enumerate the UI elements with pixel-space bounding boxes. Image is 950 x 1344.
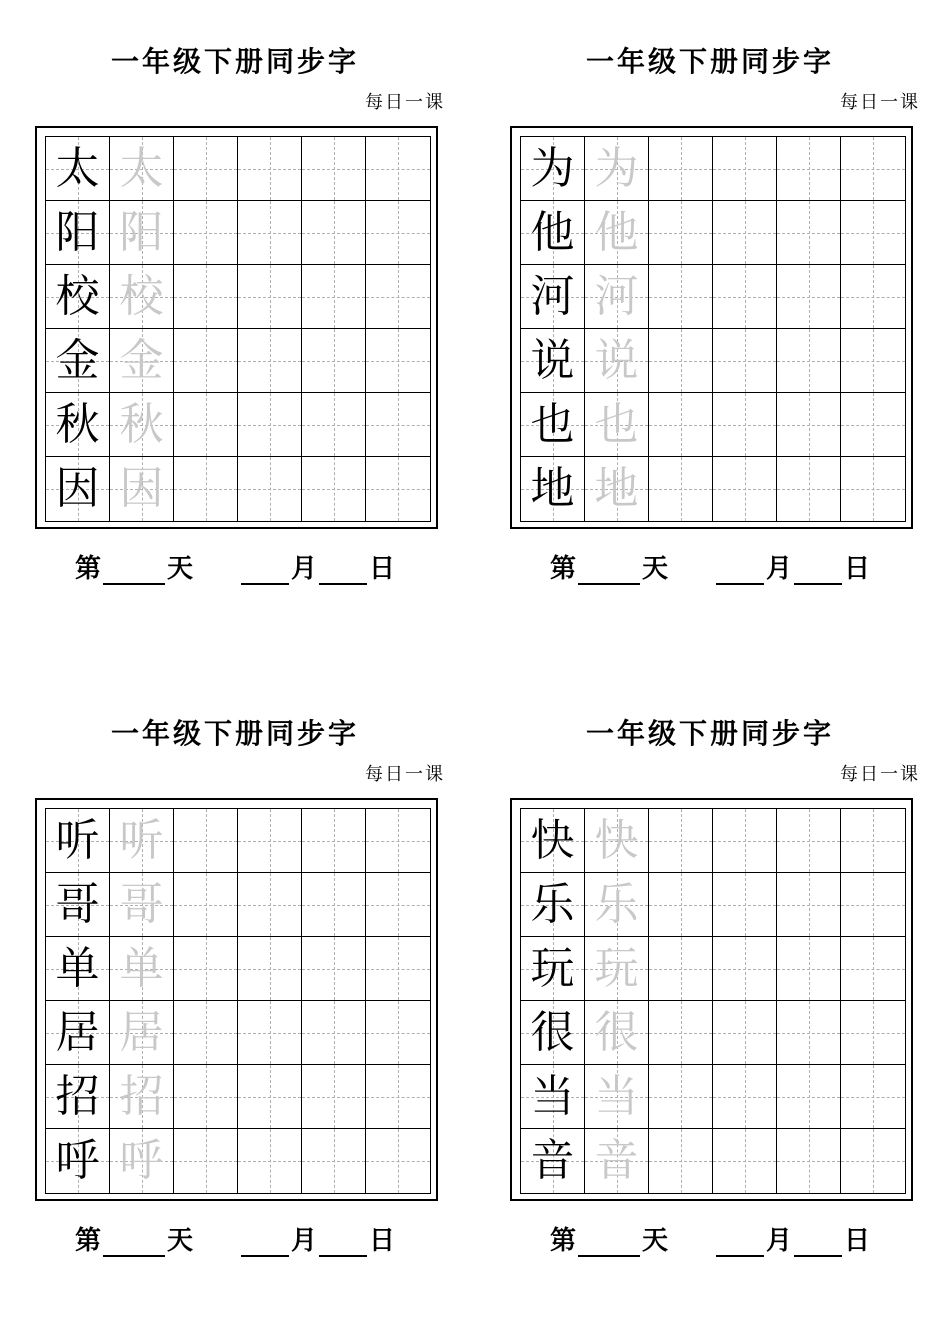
grid-cell	[110, 393, 174, 457]
grid-cell	[238, 1129, 302, 1193]
grid-cell	[777, 1129, 841, 1193]
grid-cell	[110, 329, 174, 393]
month-blank	[716, 557, 764, 585]
grid-cell	[110, 1001, 174, 1065]
model-character: 说	[530, 334, 575, 386]
grid-cell	[521, 1001, 585, 1065]
trace-character: 听	[119, 814, 164, 866]
grid-cell	[174, 1129, 238, 1193]
grid-cell	[649, 457, 713, 521]
grid-cell	[174, 329, 238, 393]
grid-cell	[110, 457, 174, 521]
grid-cell	[585, 137, 649, 201]
grid-cell	[841, 329, 905, 393]
month-label: 月	[291, 554, 318, 584]
grid-cell	[649, 265, 713, 329]
grid-cell	[521, 137, 585, 201]
grid-cell	[366, 1129, 430, 1193]
grid-cell	[110, 137, 174, 201]
grid-cell	[238, 1065, 302, 1129]
sheet-title: 一年级下册同步字	[585, 45, 834, 78]
grid-cell	[713, 137, 777, 201]
sheet-title: 一年级下册同步字	[585, 717, 834, 750]
grid-cell	[841, 937, 905, 1001]
grid-cell	[713, 809, 777, 873]
grid-cell	[649, 1065, 713, 1129]
model-character: 招	[55, 1070, 100, 1122]
grid-cell	[174, 937, 238, 1001]
model-character: 秋	[55, 398, 100, 450]
grid-cell	[110, 1129, 174, 1193]
day-suffix: 天	[642, 1226, 669, 1256]
worksheet	[35, 672, 445, 1256]
grid-cell	[46, 1129, 110, 1193]
grid-cell	[777, 457, 841, 521]
writing-grid	[45, 136, 431, 522]
trace-character: 为	[594, 142, 639, 194]
grid-cell	[366, 809, 430, 873]
sheet-subtitle: 每日一课	[840, 92, 920, 113]
date-label: 日	[369, 1226, 396, 1256]
grid-cell	[174, 265, 238, 329]
grid-cell	[585, 937, 649, 1001]
model-character: 乐	[530, 878, 575, 930]
grid-cell	[649, 1001, 713, 1065]
date-label: 日	[844, 554, 871, 584]
grid-cell	[366, 201, 430, 265]
day-blank	[578, 557, 640, 585]
day-prefix: 第	[75, 1226, 102, 1256]
grid-cell	[521, 329, 585, 393]
grid-cell	[110, 937, 174, 1001]
grid-cell	[302, 265, 366, 329]
date-footer	[75, 548, 395, 585]
model-character: 呼	[55, 1135, 100, 1186]
grid-cell	[841, 1129, 905, 1193]
grid-cell	[777, 1065, 841, 1129]
trace-character: 说	[594, 334, 639, 386]
grid-cell	[521, 457, 585, 521]
trace-character: 快	[594, 814, 639, 866]
trace-character: 哥	[119, 878, 164, 930]
grid-cell	[841, 137, 905, 201]
grid-cell	[174, 873, 238, 937]
grid-cell	[366, 265, 430, 329]
grid-cell	[713, 1001, 777, 1065]
grid-cell	[302, 1129, 366, 1193]
grid-cell	[841, 457, 905, 521]
grid-cell	[585, 809, 649, 873]
worksheet	[35, 0, 445, 584]
grid-cell	[777, 809, 841, 873]
day-suffix: 天	[642, 554, 669, 584]
grid-cell	[110, 1065, 174, 1129]
sheet-subtitle: 每日一课	[840, 764, 920, 785]
grid-cell	[841, 201, 905, 265]
date-blank	[319, 1229, 367, 1257]
grid-cell	[238, 1001, 302, 1065]
trace-character: 呼	[119, 1135, 164, 1186]
model-character: 哥	[55, 878, 100, 930]
grid-cell	[238, 265, 302, 329]
model-character: 快	[530, 814, 575, 866]
grid-cell	[713, 1065, 777, 1129]
writing-grid	[520, 136, 906, 522]
grid-cell	[366, 873, 430, 937]
model-character: 他	[530, 206, 575, 258]
grid-cell	[46, 873, 110, 937]
grid-cell	[649, 393, 713, 457]
grid-cell	[841, 809, 905, 873]
grid-cell	[238, 393, 302, 457]
grid-cell	[585, 457, 649, 521]
grid-cell	[302, 1065, 366, 1129]
grid-cell	[174, 457, 238, 521]
grid-cell	[174, 1065, 238, 1129]
grid-cell	[46, 1065, 110, 1129]
model-character: 听	[55, 814, 100, 866]
date-label: 日	[369, 554, 396, 584]
trace-character: 太	[119, 142, 164, 194]
grid-cell	[174, 1001, 238, 1065]
grid-cell	[174, 201, 238, 265]
model-character: 因	[55, 463, 100, 514]
month-label: 月	[766, 554, 793, 584]
grid-cell	[110, 873, 174, 937]
grid-cell	[238, 873, 302, 937]
model-character: 玩	[530, 942, 575, 994]
date-blank	[794, 1229, 842, 1257]
grid-cell	[174, 137, 238, 201]
grid-cell	[46, 809, 110, 873]
grid-cell	[777, 201, 841, 265]
month-blank	[241, 1229, 289, 1257]
grid-cell	[366, 329, 430, 393]
model-character: 为	[530, 142, 575, 194]
grid-cell	[713, 201, 777, 265]
grid-cell	[46, 1001, 110, 1065]
day-suffix: 天	[167, 1226, 194, 1256]
trace-character: 招	[119, 1070, 164, 1122]
grid-cell	[713, 457, 777, 521]
worksheet	[510, 0, 920, 584]
grid-cell	[46, 201, 110, 265]
grid-cell	[521, 809, 585, 873]
model-character: 金	[55, 334, 100, 386]
model-character: 很	[530, 1006, 575, 1058]
grid-cell	[649, 873, 713, 937]
grid-cell	[713, 329, 777, 393]
grid-cell	[777, 393, 841, 457]
day-prefix: 第	[550, 1226, 577, 1256]
grid-cell	[46, 393, 110, 457]
trace-character: 校	[119, 270, 164, 322]
sheet-title: 一年级下册同步字	[110, 45, 359, 78]
month-label: 月	[766, 1226, 793, 1256]
grid-cell	[521, 937, 585, 1001]
grid-cell	[366, 1065, 430, 1129]
grid-cell	[649, 1129, 713, 1193]
grid-cell	[777, 329, 841, 393]
day-prefix: 第	[75, 554, 102, 584]
grid-cell	[585, 873, 649, 937]
grid-cell	[649, 329, 713, 393]
grid-cell	[585, 1065, 649, 1129]
grid-cell	[585, 1001, 649, 1065]
grid-cell	[238, 137, 302, 201]
grid-cell	[366, 137, 430, 201]
trace-character: 很	[594, 1006, 639, 1058]
trace-character: 音	[594, 1135, 639, 1186]
sheet-title: 一年级下册同步字	[110, 717, 359, 750]
grid-cell	[649, 137, 713, 201]
grid-cell	[46, 137, 110, 201]
grid-cell	[521, 873, 585, 937]
grid-cell	[110, 809, 174, 873]
grid-cell	[174, 393, 238, 457]
date-footer	[75, 1220, 395, 1257]
trace-character: 秋	[119, 398, 164, 450]
model-character: 居	[55, 1006, 100, 1058]
grid-cell	[302, 937, 366, 1001]
grid-cell	[521, 393, 585, 457]
model-character: 地	[530, 463, 575, 514]
model-character: 音	[530, 1135, 575, 1186]
trace-character: 也	[594, 398, 639, 450]
grid-cell	[238, 457, 302, 521]
trace-character: 乐	[594, 878, 639, 930]
grid-cell	[238, 329, 302, 393]
model-character: 河	[530, 270, 575, 322]
grid-cell	[777, 1001, 841, 1065]
model-character: 校	[55, 270, 100, 322]
date-footer	[550, 548, 870, 585]
day-prefix: 第	[550, 554, 577, 584]
grid-cell	[46, 265, 110, 329]
writing-grid-frame	[510, 798, 913, 1201]
grid-cell	[713, 873, 777, 937]
grid-cell	[46, 937, 110, 1001]
grid-cell	[238, 809, 302, 873]
date-label: 日	[844, 1226, 871, 1256]
sheet-subtitle: 每日一课	[365, 764, 445, 785]
grid-cell	[302, 201, 366, 265]
grid-cell	[366, 393, 430, 457]
worksheet	[510, 672, 920, 1256]
grid-cell	[302, 329, 366, 393]
grid-cell	[238, 937, 302, 1001]
trace-character: 玩	[594, 942, 639, 994]
trace-character: 阳	[119, 206, 164, 258]
grid-cell	[521, 1065, 585, 1129]
grid-cell	[521, 265, 585, 329]
grid-cell	[302, 809, 366, 873]
date-blank	[794, 557, 842, 585]
grid-cell	[46, 457, 110, 521]
grid-cell	[713, 1129, 777, 1193]
model-character: 也	[530, 398, 575, 450]
grid-cell	[777, 265, 841, 329]
trace-character: 居	[119, 1006, 164, 1058]
grid-cell	[585, 201, 649, 265]
grid-cell	[46, 329, 110, 393]
grid-cell	[841, 1065, 905, 1129]
grid-cell	[649, 937, 713, 1001]
sheet-subtitle: 每日一课	[365, 92, 445, 113]
writing-grid-frame	[510, 126, 913, 529]
model-character: 当	[530, 1070, 575, 1122]
grid-cell	[649, 201, 713, 265]
grid-cell	[302, 1001, 366, 1065]
grid-cell	[841, 393, 905, 457]
grid-cell	[585, 329, 649, 393]
writing-grid-frame	[35, 126, 438, 529]
grid-cell	[366, 1001, 430, 1065]
grid-cell	[649, 809, 713, 873]
grid-cell	[713, 265, 777, 329]
grid-cell	[777, 937, 841, 1001]
date-blank	[319, 557, 367, 585]
trace-character: 金	[119, 334, 164, 386]
grid-cell	[302, 393, 366, 457]
date-footer	[550, 1220, 870, 1257]
grid-cell	[366, 937, 430, 1001]
grid-cell	[841, 265, 905, 329]
trace-character: 因	[119, 463, 164, 514]
day-blank	[578, 1229, 640, 1257]
trace-character: 当	[594, 1070, 639, 1122]
grid-cell	[174, 809, 238, 873]
day-blank	[103, 557, 165, 585]
grid-cell	[302, 873, 366, 937]
day-blank	[103, 1229, 165, 1257]
month-label: 月	[291, 1226, 318, 1256]
grid-cell	[302, 137, 366, 201]
writing-grid-frame	[35, 798, 438, 1201]
grid-cell	[585, 265, 649, 329]
grid-cell	[366, 457, 430, 521]
grid-cell	[777, 137, 841, 201]
model-character: 阳	[55, 206, 100, 258]
grid-cell	[302, 457, 366, 521]
month-blank	[716, 1229, 764, 1257]
grid-cell	[777, 873, 841, 937]
trace-character: 他	[594, 206, 639, 258]
grid-cell	[521, 201, 585, 265]
model-character: 单	[55, 942, 100, 994]
writing-grid	[45, 808, 431, 1194]
grid-cell	[585, 393, 649, 457]
grid-cell	[238, 201, 302, 265]
grid-cell	[713, 937, 777, 1001]
day-suffix: 天	[167, 554, 194, 584]
grid-cell	[110, 201, 174, 265]
trace-character: 河	[594, 270, 639, 322]
trace-character: 地	[594, 463, 639, 514]
grid-cell	[713, 393, 777, 457]
grid-cell	[841, 873, 905, 937]
month-blank	[241, 557, 289, 585]
grid-cell	[110, 265, 174, 329]
grid-cell	[841, 1001, 905, 1065]
grid-cell	[521, 1129, 585, 1193]
model-character: 太	[55, 142, 100, 194]
writing-grid	[520, 808, 906, 1194]
grid-cell	[585, 1129, 649, 1193]
trace-character: 单	[119, 942, 164, 994]
